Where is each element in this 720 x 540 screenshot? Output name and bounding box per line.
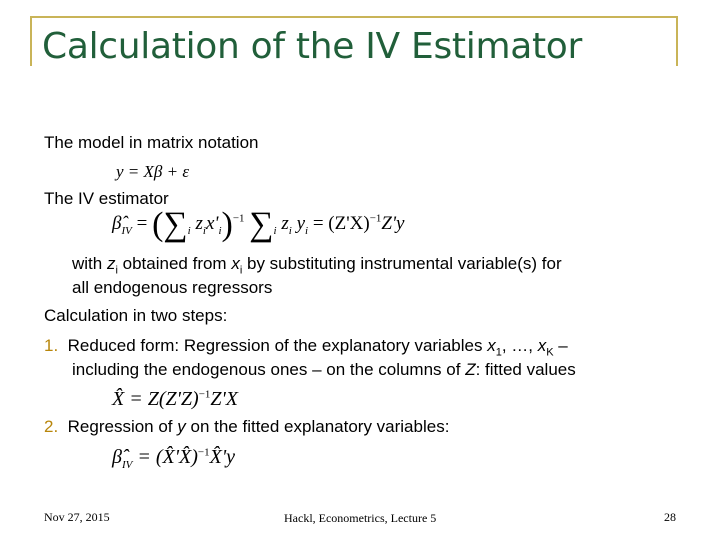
y-symbol: y [177,417,186,436]
z-term-2: z [281,213,289,234]
model-intro: The model in matrix notation [44,133,259,152]
inverse-exponent-1: −1 [232,212,245,225]
subscript-iv: IV [121,224,132,237]
x1-symbol: x [487,336,496,355]
with-line-1 [72,254,562,280]
fitted-inverse: −1 [198,388,211,401]
z-index: i [202,224,206,237]
z-subscript: i [115,264,118,277]
equals-sign: = [136,213,148,234]
substituting-text: by substituting instrumental variable(s) for [242,254,562,273]
x-symbol: x [231,254,240,273]
x-index: i [218,224,222,237]
y-term: y [296,213,306,234]
two-steps-heading: Calculation in two steps: [44,306,228,325]
matrix-form: = (Z'X) [312,213,370,234]
ellipsis-text: , …, [501,336,538,355]
beta-hat-2: β̂ [112,446,122,468]
z-index-2: i [288,224,292,237]
second-stage-rhs: = (X̂'X̂) [137,446,198,468]
second-stage-inverse: −1 [197,446,210,459]
xk-symbol: x [537,336,547,355]
fitted-rhs-end: Z'X [210,388,239,410]
x-hat: X̂ [112,388,125,410]
z-matrix-symbol: Z [465,360,476,379]
open-paren: ( [152,206,164,243]
x1-subscript: 1 [495,346,502,359]
iv-estimator-equation [112,206,405,244]
step-1-line-2-text: including the endogenous ones – on the columns of [72,360,466,379]
step-2-line [44,417,449,437]
step-1-text: Reduced form: Regression of the explanatory variables [67,336,488,355]
title-frame-top [30,16,676,18]
xk-subscript: K [546,346,554,359]
iv-intro: The IV estimator [44,189,169,208]
sum-1-index: i [187,224,191,237]
with-line-2: all endogenous regressors [72,278,273,297]
inverse-exponent-2: −1 [369,212,382,225]
sum-sign-2: ∑ [249,206,274,243]
footer-course: Hackl, Econometrics, Lecture 5 [284,511,437,525]
step-2-text-end: on the fitted explanatory variables: [185,417,450,436]
dash-text: – [553,336,568,355]
subscript-iv-2: IV [121,459,133,471]
step-1-line-1 [44,336,568,362]
fitted-values-text: : fitted values [475,360,576,379]
sum-sign-1: ∑ [163,206,188,243]
step-2-text: Regression of [67,417,178,436]
y-index: i [305,224,309,237]
z-term: z [195,213,203,234]
obtained-from-text: obtained from [117,254,232,273]
sum-2-index: i [273,224,277,237]
matrix-form-end: Z'y [381,213,405,234]
fitted-x-equation [112,388,238,411]
x-transpose-term: x' [205,213,219,234]
footer-date: Nov 27, 2015 [44,510,110,524]
second-stage-rhs-end: X̂'y [209,446,235,468]
step-1-line-2 [72,360,576,380]
close-paren: ) [221,206,233,243]
beta-hat: β̂ [112,213,122,234]
step-2-number: 2. [44,417,59,436]
page-number: 28 [664,510,676,524]
step-1-number: 1. [44,336,59,355]
model-equation: y = Xβ + ε [116,162,190,181]
x-subscript: i [239,264,243,277]
title-frame-right [676,16,678,66]
with-text: with [72,254,107,273]
z-symbol: z [106,254,116,273]
second-stage-equation [112,446,235,471]
slide-title: Calculation of the IV Estimator [42,26,583,67]
fitted-rhs: = Z(Z'Z) [129,388,199,410]
title-frame-left [30,16,32,66]
